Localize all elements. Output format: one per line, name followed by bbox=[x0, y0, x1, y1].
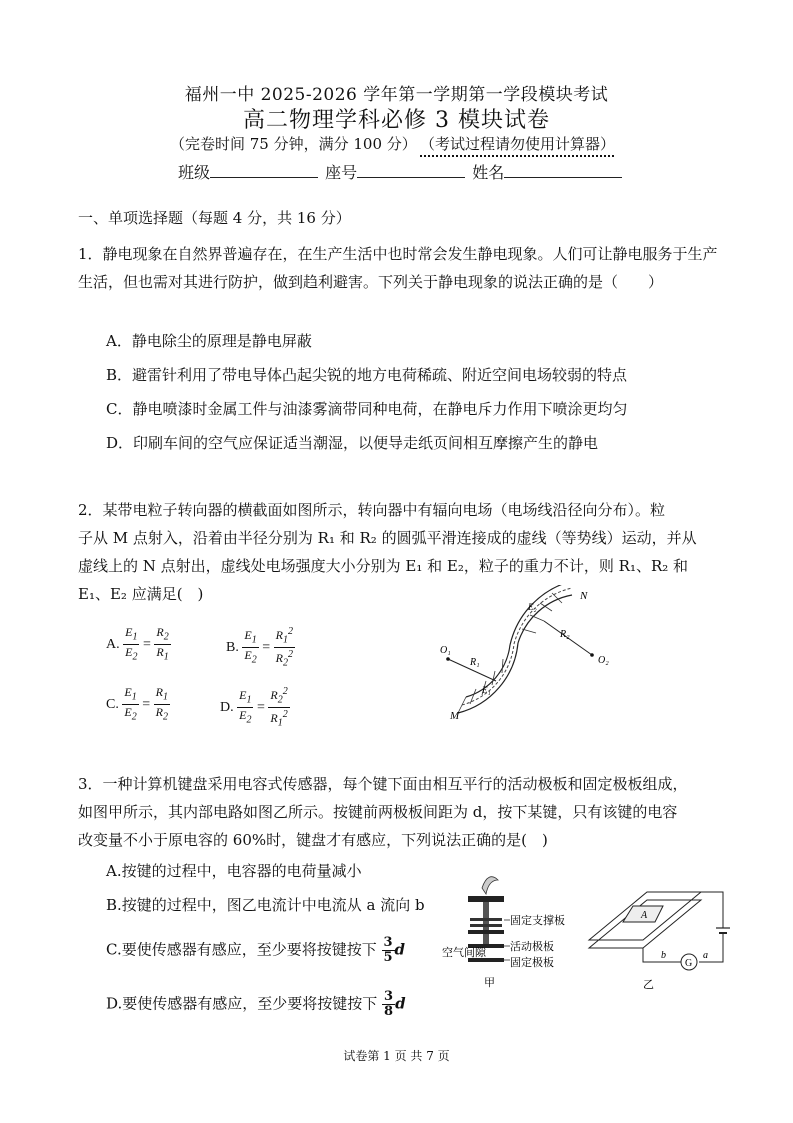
section-heading: 一、单项选择题（每题 4 分，共 16 分） bbox=[78, 209, 351, 227]
q2-option-c-letter: C. bbox=[106, 697, 119, 713]
o1-point bbox=[446, 657, 450, 661]
q2-stem-line2: 子从 M 点射入，沿着由半径分别为 R₁ 和 R₂ 的圆弧平滑连接成的虚线（等势线）运动，并从 bbox=[78, 529, 697, 547]
seat-blank[interactable] bbox=[357, 163, 465, 178]
name-blank[interactable] bbox=[504, 163, 622, 178]
school-line: 福州一中 2025-2026 学年第一学期第一学段模块考试 bbox=[184, 85, 609, 105]
figure-jia-caption: 甲 bbox=[484, 977, 495, 989]
q3-stem-line2: 如图甲所示，其内部电路如图乙所示。按键前两极板间距为 d，按下某键，只有该键的电容 bbox=[78, 803, 678, 821]
o2-point bbox=[590, 653, 594, 657]
q1-option-a[interactable]: A．静电除尘的原理是静电屏蔽 bbox=[106, 332, 312, 350]
q3-option-c-text: C.要使传感器有感应，至少要将按键按下 bbox=[106, 940, 377, 959]
q1-stem: 1．静电现象在自然界普遍存在，在生产生活中也时常会发生静电现象。人们可让静电服务于生产生活，但也需对其进行防护，做到趋利避害。下列关于静电现象的说法正确的是（ ） bbox=[78, 245, 718, 291]
class-blank[interactable] bbox=[210, 163, 318, 178]
q2-option-a[interactable]: A. $\frac{E_1}{E_2}$ = $\frac{R_2}{R_1}$ bbox=[106, 625, 169, 663]
finger-icon bbox=[482, 877, 498, 894]
circuit-diagram bbox=[585, 880, 735, 992]
q2-option-c[interactable]: C. $\frac{E_1}{E_2}$ = $\frac{R_1}{R_2}$ bbox=[106, 685, 168, 723]
q1-option-d[interactable]: D．印刷车间的空气应保证适当潮湿，以便导走纸页间相互摩擦产生的静电 bbox=[106, 434, 599, 452]
node-b-label: b bbox=[661, 950, 666, 961]
e1-label: E₁ bbox=[482, 685, 491, 695]
exam-title: 高二物理学科必修 3 模块试卷 bbox=[243, 108, 550, 133]
q2-option-b[interactable]: B. $\frac{E_1}{E_2}$ = $\frac{R_1^2}{R_2^2}$ bbox=[226, 626, 293, 669]
air-gap-label: 空气间隙 bbox=[442, 947, 486, 959]
q2-option-d[interactable]: D. $\frac{E_1}{E_2}$ = $\frac{R_2^2}{R_1^2}$ bbox=[220, 686, 288, 729]
q2-stem-line4: E₁、E₂ 应满足( ) bbox=[78, 585, 204, 603]
deflector-diagram bbox=[440, 585, 630, 725]
q2-option-a-letter: A. bbox=[106, 637, 120, 653]
page-footer: 试卷第 1 页 共 7 页 bbox=[343, 1049, 450, 1063]
figure-yi-caption: 乙 bbox=[643, 979, 654, 991]
seat-label: 座号 bbox=[325, 163, 358, 182]
support-plate-label: 固定支撑板 bbox=[510, 915, 565, 927]
node-a-label: a bbox=[703, 950, 708, 961]
class-label: 班级 bbox=[178, 163, 211, 182]
calculator-note: （考试过程请勿使用计算器） bbox=[420, 135, 616, 153]
q3-option-a[interactable]: A.按键的过程中，电容器的电荷量减小 bbox=[106, 862, 362, 880]
q2-stem-line1: 2．某带电粒子转向器的横截面如图所示，转向器中有辐向电场（电场线沿径向分布）。粒 bbox=[78, 501, 666, 519]
n-label: N bbox=[580, 590, 588, 602]
m-label: M bbox=[450, 710, 460, 722]
student-info-row bbox=[178, 160, 624, 183]
q2-stem-line3: 虚线上的 N 点射出，虚线处电场强度大小分别为 E₁ 和 E₂，粒子的重力不计，则 R₁、R₂ 和 bbox=[78, 557, 689, 575]
q1-option-c[interactable]: C．静电喷漆时金属工件与油漆雾滴带同种电荷，在静电斥力作用下喷涂更均匀 bbox=[106, 400, 628, 418]
galvanometer-label: G bbox=[685, 958, 693, 969]
time-note: （完卷时间 75 分钟，满分 100 分） bbox=[170, 135, 417, 153]
o2-label: O₂ bbox=[598, 655, 609, 666]
q3-option-d-text: D.要使传感器有感应，至少要将按键按下 bbox=[106, 994, 378, 1013]
q2-option-d-letter: D. bbox=[220, 700, 234, 716]
q3-stem-line3: 改变量不小于原电容的 60%时，键盘才有感应，下列说法正确的是( ) bbox=[78, 831, 548, 849]
fixed-plate-label: 固定极板 bbox=[510, 957, 554, 969]
q3-option-c[interactable]: C.要使传感器有感应，至少要将按键按下 $\frac{3}{5}$ d bbox=[106, 935, 406, 965]
q3-option-b[interactable]: B.按键的过程中，图乙电流计中电流从 a 流向 b bbox=[106, 896, 425, 914]
movable-plate-label: 活动极板 bbox=[510, 941, 554, 953]
q2-option-b-letter: B. bbox=[226, 640, 239, 656]
r1-label: R₁ bbox=[470, 657, 480, 668]
q1-option-b[interactable]: B．避雷针利用了带电导体凸起尖锐的地方电荷稀疏、附近空间电场较弱的特点 bbox=[106, 366, 628, 384]
keyboard-key-diagram bbox=[440, 872, 580, 992]
e2-label: E₂ bbox=[528, 602, 537, 612]
r2-label: R₂ bbox=[560, 629, 570, 640]
key-a-label: A bbox=[641, 910, 648, 921]
o1-label: O₁ bbox=[440, 645, 451, 656]
q3-stem-line1: 3．一种计算机键盘采用电容式传感器，每个键下面由相互平行的活动极板和固定极板组成， bbox=[78, 775, 688, 793]
name-label: 姓名 bbox=[472, 163, 505, 182]
q3-option-d[interactable]: D.要使传感器有感应，至少要将按键按下 $\frac{3}{8}$ d bbox=[106, 989, 406, 1019]
